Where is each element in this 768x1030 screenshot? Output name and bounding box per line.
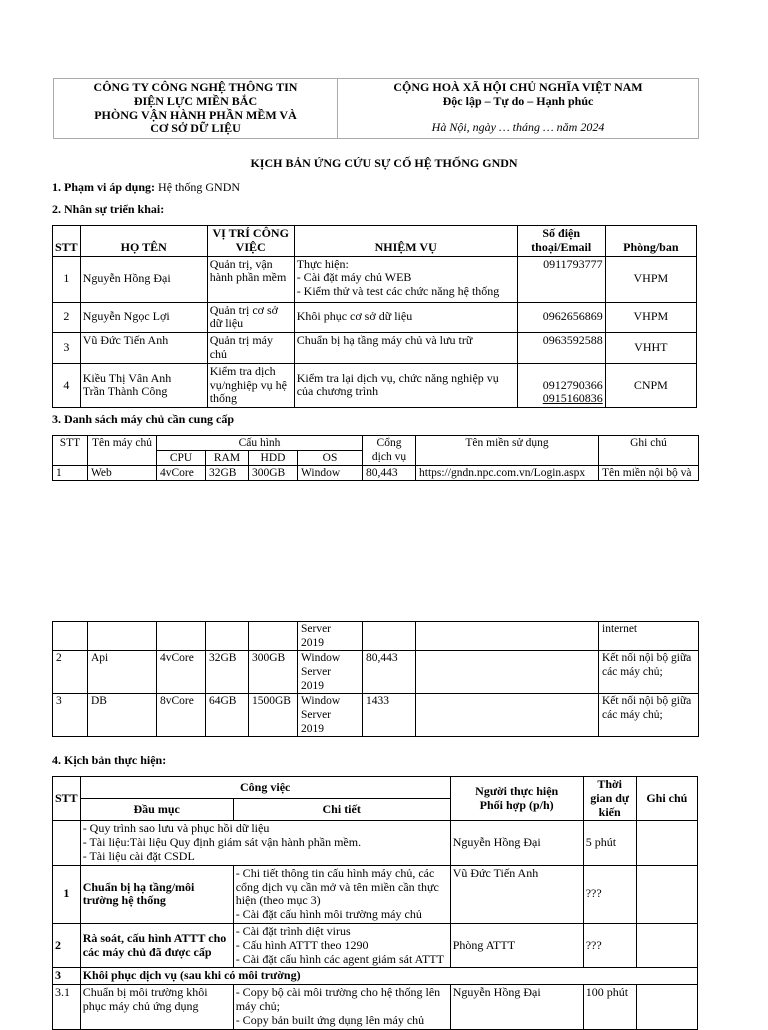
server-table-continued	[52, 621, 699, 737]
domain-link[interactable]: https://gndn.npc.com.vn/Login.aspx	[416, 466, 599, 481]
table-row: - Quy trình sao lưu và phục hồi dữ liệu - Tài liệu:Tài liệu Quy định giám sát vận hành phần mềm. - Tài liệu cài đặt CSDL Nguyễn Hồng Đại 5 phút	[53, 821, 698, 865]
table-row: 2 Rà soát, cấu hình ATTT cho các máy chủ đã được cấp - Cài đặt trình diệt virus - Cấu hình ATTT theo 1290 - Cài đặt cấu hình các agent giám sát ATTT Phòng ATTT ???	[53, 923, 698, 967]
table-header-row: STT Công việc Người thực hiện Phối hợp (p/h) Thời gian dự kiến Ghi chú	[53, 777, 698, 799]
personnel-table	[52, 225, 697, 408]
nation-cell	[338, 79, 699, 139]
section-4-heading: 4. Kịch bản thực hiện:	[52, 753, 167, 767]
table-row: 2 Api 4vCore 32GB 300GB Window Server 2019 80,443 Kết nối nội bộ giữa các máy chủ;	[53, 651, 699, 694]
company-line: CÔNG TY CÔNG NGHỆ THÔNG TIN	[93, 80, 298, 94]
scenario-table	[52, 776, 698, 1030]
phone-number: 0912790366	[542, 377, 603, 392]
company-line: ĐIỆN LỰC MIỀN BẮC	[133, 93, 258, 108]
motto: Độc lập – Tự do – Hạnh phúc	[442, 93, 594, 108]
col-header-position: VỊ TRÍ CÔNG VIỆC	[207, 226, 294, 257]
company-name-cell	[54, 79, 338, 139]
col-header-phone: Số điện thoại/Email	[517, 226, 605, 257]
table-row: 3 Vũ Đức Tiến Anh Quản trị máy chủ Chuẩn bị hạ tầng máy chủ và lưu trữ 0963592588 VHHT	[53, 333, 697, 364]
table-header-row: Đầu mục Chi tiết	[53, 799, 698, 821]
table-row: 2 Nguyễn Ngọc Lợi Quản trị cơ sở dữ liệu Khôi phục cơ sở dữ liệu 0962656869 VHPM	[53, 302, 697, 333]
scope-label: 1. Phạm vi áp dụng:	[52, 180, 156, 194]
server-table	[52, 435, 699, 481]
section-2-heading: 2. Nhân sự triển khai:	[52, 202, 165, 216]
table-row: 3 DB 8vCore 64GB 1500GB Window Server 2019 1433 Kết nối nội bộ giữa các máy chủ;	[53, 694, 699, 737]
table-header-row: STT Tên máy chủ Cấu hình Cổng dịch vụ Tên miền sử dụng Ghi chú	[53, 436, 699, 451]
col-header-stt: STT	[53, 226, 81, 257]
table-row: 3.1 Chuẩn bị môi trường khôi phục máy chủ ứng dụng - Copy bộ cài môi trường cho hệ thống lên máy chủ; - Copy bản built ứng dụng lên máy chủ Nguyễn Hồng Đại 100 phút	[53, 985, 698, 1029]
col-header-dept: Phòng/ban	[605, 226, 696, 257]
nation-name: CỘNG HOÀ XÃ HỘI CHỦ NGHĨA VIỆT NAM	[393, 80, 643, 94]
document-header	[53, 78, 699, 139]
company-line: PHÒNG VẬN HÀNH PHẦN MỀM VÀ	[94, 107, 297, 122]
section-3-heading: 3. Danh sách máy chủ cần cung cấp	[52, 412, 235, 426]
document-title: KỊCH BẢN ỨNG CỨU SỰ CỐ HỆ THỐNG GNDN	[250, 156, 518, 170]
phone-number-link[interactable]: 0915160836	[542, 391, 603, 406]
scope-value: Hệ thống GNDN	[155, 180, 241, 194]
table-row: 1 Web 4vCore 32GB 300GB Window 80,443 https://gndn.npc.com.vn/Login.aspx Tên miền nội bộ và	[53, 466, 699, 481]
col-header-name: HỌ TÊN	[80, 226, 207, 257]
table-group-row: 3 Khôi phục dịch vụ (sau khi có môi trường)	[53, 968, 698, 985]
table-row: 1 Nguyễn Hồng Đại Quản trị, vận hành phần mềm Thực hiện: - Cài đặt máy chủ WEB - Kiểm thử và test các chức năng hệ thống 0911793777 VHPM	[53, 256, 697, 302]
col-header-task: NHIỆM VỤ	[294, 226, 517, 257]
document-date: Hà Nội, ngày … tháng … năm 2024	[431, 119, 605, 134]
table-row: Server 2019 internet	[53, 622, 699, 651]
scope-line	[52, 181, 240, 195]
table-header-row	[53, 226, 697, 257]
table-header-row: CPU RAM HDD OS	[53, 451, 699, 466]
table-row: 1 Chuẩn bị hạ tầng/môi trường hệ thống - Chi tiết thông tin cấu hình máy chủ, các cổng dịch vụ cần mở và tên miền cần thực hiện (theo mục 3) - Cài đặt cấu hình môi trường máy chủ Vũ Đức Tiến Anh ???	[53, 865, 698, 923]
company-line: CƠ SỞ DỮ LIỆU	[150, 121, 241, 136]
table-row: 4 Kiều Thị Vân Anh Trần Thành Công Kiểm tra dịch vụ/nghiệp vụ hệ thống Kiểm tra lại dịch vụ, chức năng nghiệp vụ của chương trình 0912790366 0915160836 CNPM	[53, 363, 697, 407]
